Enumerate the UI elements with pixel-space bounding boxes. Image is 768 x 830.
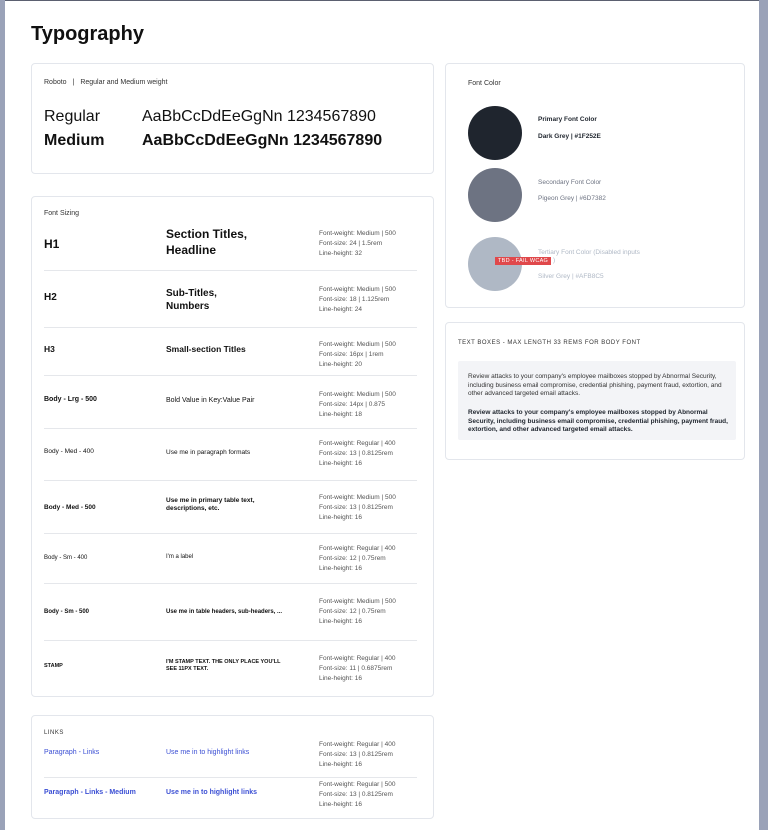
size-example: Small-section Titles [166,344,246,354]
page-title: Typography [31,23,144,45]
weight-label-regular: Regular [44,108,101,125]
paragraph-medium: Review attacks to your company's employee mailboxes stopped by Abnormal Security, including business email compromise, credential phishing, payment fraud, extortion, and other advanced targeted email attacks. [468,409,728,433]
size-name: Body - Sm - 500 [44,609,90,615]
size-example: Bold Value in Key:Value Pair [166,397,255,404]
font-sizing-row [44,584,417,641]
typography-page [5,0,759,830]
link-style-name: Paragraph - Links [44,749,100,756]
link-example[interactable]: Use me in to highlight links [166,789,258,796]
size-spec: Font-weight: Medium | 500 Font-size: 16px | 1rem Line-height: 20 [319,341,396,368]
size-spec: Font-weight: Medium | 500 Font-size: 13 | 0.8125rem Line-height: 16 [319,494,396,521]
size-spec: Font-weight: Medium | 500 Font-size: 12 | 0.75rem Line-height: 16 [319,598,396,625]
size-example: Use me in table headers, sub-headers, ... [166,609,283,615]
tertiary-color-value: Silver Grey | #AFB8C5 [538,273,604,280]
size-name: H3 [44,344,55,354]
tertiary-color-name: Tertiary Font Color (Disabled inputs [538,249,640,256]
size-spec: Font-weight: Regular | 400 Font-size: 12 | 0.75rem Line-height: 16 [319,545,396,572]
secondary-color-swatch [468,168,522,222]
font-sizing-row [44,641,417,697]
roboto-card [31,63,434,174]
font-sizing-title: Font Sizing [44,210,80,217]
font-sizing-row [44,429,417,481]
links-card [31,715,434,819]
font-color-title: Font Color [468,80,501,87]
link-style-row [44,738,417,778]
tertiary-color-name-cont: ) [553,257,556,264]
size-example: I'm a label [166,554,194,560]
primary-color-swatch [468,106,522,160]
size-spec: Font-weight: Regular | 400 Font-size: 11 | 0.6875rem Line-height: 16 [319,655,396,682]
link-style-name: Paragraph - Links - Medium [44,789,136,796]
secondary-color-value: Pigeon Grey | #6D7382 [538,195,606,202]
text-boxes-title: TEXT BOXES - MAX LENGTH 33 REMS FOR BODY FONT [458,340,641,346]
weight-sample-medium: AaBbCcDdEeGgNn 1234567890 [142,132,383,149]
link-example[interactable]: Use me in to highlight links [166,749,250,756]
roboto-header: Roboto | Regular and Medium weight [44,79,168,86]
size-name: Body - Med - 400 [44,448,94,455]
wcag-fail-badge: TBD - FAIL WCAG [495,257,551,265]
font-sizing-row [44,534,417,584]
size-name: Body - Sm - 400 [44,555,88,561]
size-example: Use me in paragraph formats [166,449,251,456]
weight-sample-regular: AaBbCcDdEeGgNn 1234567890 [142,108,376,125]
size-example: I'M STAMP TEXT. THE ONLY PLACE YOU'LL SEE 11PX TEXT. [166,659,281,673]
size-spec: Font-weight: Medium | 500 Font-size: 24 | 1.5rem Line-height: 32 [319,230,396,257]
size-example: Sub-Titles, Numbers [166,288,217,312]
size-name: H2 [44,292,57,303]
font-sizing-row [44,328,417,376]
primary-color-name: Primary Font Color [538,116,597,123]
links-title: LINKS [44,730,64,736]
size-name: H1 [44,237,60,251]
size-spec: Font-weight: Regular | 400 Font-size: 13 | 0.8125rem Line-height: 16 [319,440,396,467]
font-sizing-row [44,221,417,271]
paragraph-regular: Review attacks to your company's employee mailboxes stopped by Abnormal Security, including business email compromise, credential phishing, payment fraud, extortion, and other advanced targeted email attacks. [468,373,722,397]
primary-color-value: Dark Grey | #1F252E [538,133,601,140]
size-name: STAMP [44,663,63,669]
size-spec: Font-weight: Medium | 500 Font-size: 18 | 1.125rem Line-height: 24 [319,286,396,313]
text-boxes-card [445,322,745,460]
font-sizing-row [44,481,417,534]
size-name: Body - Lrg - 500 [44,396,97,403]
size-spec: Font-weight: Medium | 500 Font-size: 14px | 0.875 Line-height: 18 [319,391,396,418]
secondary-color-name: Secondary Font Color [538,179,602,186]
font-sizing-row [44,376,417,429]
font-name: Roboto [44,79,67,86]
size-example: Section Titles, Headline [166,227,248,257]
font-color-card [445,63,745,308]
weight-label-medium: Medium [44,132,105,149]
text-box-panel [458,361,736,440]
size-name: Body - Med - 500 [44,504,96,511]
font-sizing-card [31,196,434,697]
weights-desc: Regular and Medium weight [80,79,168,86]
link-style-row [44,778,417,820]
link-spec: Font-weight: Regular | 500 Font-size: 13 | 0.8125rem Line-height: 16 [319,781,396,808]
font-sizing-row [44,271,417,328]
link-spec: Font-weight: Regular | 400 Font-size: 13 | 0.8125rem Line-height: 16 [319,741,396,768]
size-example: Use me in primary table text, descriptions, etc. [166,497,255,513]
